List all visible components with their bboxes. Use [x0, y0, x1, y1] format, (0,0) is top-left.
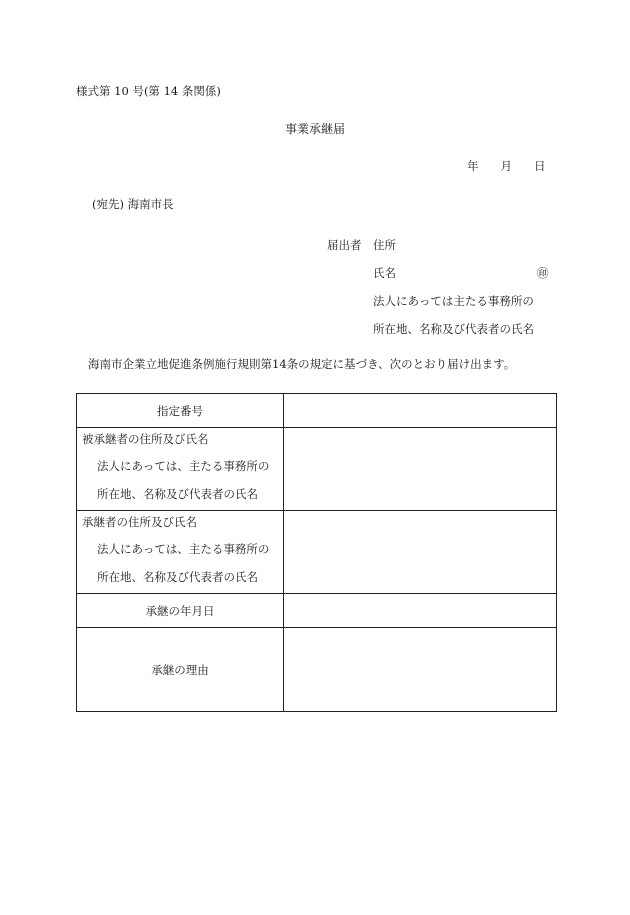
seal-mark: ㊞ — [537, 266, 549, 280]
table-row — [77, 428, 557, 511]
predecessor-label-line1: 被承継者の住所及び氏名 — [82, 432, 209, 446]
applicant-corporate-note-line1: 法人にあっては主たる事務所の — [373, 294, 534, 308]
applicant-name-label: 氏名 — [373, 266, 396, 280]
table-row — [77, 594, 557, 628]
table-row — [77, 511, 557, 594]
succession-date-field[interactable] — [284, 594, 557, 628]
applicant-label: 届出者 — [327, 238, 362, 252]
succession-date-label: 承継の年月日 — [77, 594, 284, 628]
succession-info-table — [76, 393, 557, 712]
predecessor-field[interactable] — [284, 428, 557, 511]
designation-number-field[interactable] — [284, 394, 557, 428]
succession-reason-field[interactable] — [284, 628, 557, 712]
addressee: (宛先) 海南市長 — [92, 197, 174, 211]
predecessor-label-line3: 所在地、名称及び代表者の氏名 — [97, 487, 258, 501]
day-unit: 日 — [534, 159, 546, 173]
successor-field[interactable] — [284, 511, 557, 594]
successor-label-line2: 法人にあっては、主たる事務所の — [97, 542, 270, 556]
applicant-corporate-note-line2: 所在地、名称及び代表者の氏名 — [373, 322, 534, 336]
document-title: 事業承継届 — [284, 122, 345, 136]
date-line — [467, 161, 546, 173]
year-unit: 年 — [467, 159, 479, 173]
succession-reason-label: 承継の理由 — [77, 628, 284, 712]
form-number: 様式第 10 号(第 14 条関係) — [76, 84, 221, 98]
successor-label-line1: 承継者の住所及び氏名 — [82, 515, 197, 529]
month-unit: 月 — [500, 159, 512, 173]
applicant-address-label: 住所 — [373, 238, 396, 252]
designation-number-label: 指定番号 — [77, 394, 284, 428]
body-text: 海南市企業立地促進条例施行規則第14条の規定に基づき、次のとおり届け出ます。 — [88, 357, 516, 371]
successor-label-line3: 所在地、名称及び代表者の氏名 — [97, 570, 258, 584]
table-row — [77, 628, 557, 712]
successor-label — [77, 511, 284, 594]
predecessor-label — [77, 428, 284, 511]
predecessor-label-line2: 法人にあっては、主たる事務所の — [97, 459, 270, 473]
table-row — [77, 394, 557, 428]
